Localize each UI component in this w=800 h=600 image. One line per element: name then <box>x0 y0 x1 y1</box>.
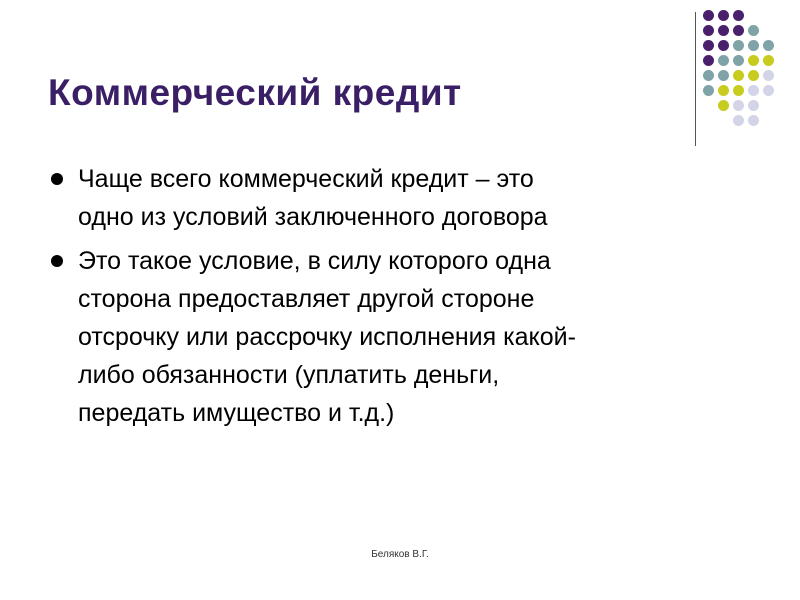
decorative-dot <box>748 115 759 126</box>
decorative-dot <box>733 115 744 126</box>
decorative-dot <box>763 40 774 51</box>
decorative-dot <box>733 55 744 66</box>
decorative-dot <box>748 70 759 81</box>
bullet-line: передать имущество и т.д.) <box>78 399 395 427</box>
decorative-dot <box>733 25 744 36</box>
decorative-dot <box>763 55 774 66</box>
bullet-line: Это такое условие, в силу которого одна <box>78 247 551 275</box>
decorative-dot <box>718 70 729 81</box>
decorative-dot <box>733 100 744 111</box>
decorative-dot <box>748 100 759 111</box>
decorative-dot <box>748 55 759 66</box>
dot-grid-decoration <box>703 10 793 130</box>
bullet-line: Чаще всего коммерческий кредит – это <box>78 165 534 193</box>
bullet-item <box>48 160 748 236</box>
bullet-dot-icon <box>51 173 63 185</box>
decorative-dot <box>718 55 729 66</box>
decorative-dot <box>718 40 729 51</box>
decorative-dot <box>763 85 774 96</box>
decorative-dot <box>703 55 714 66</box>
bullet-item <box>48 242 748 432</box>
decorative-dot <box>703 10 714 21</box>
decorative-dot <box>718 10 729 21</box>
bullet-line: одно из условий заключенного договора <box>78 203 548 231</box>
decorative-dot <box>748 25 759 36</box>
bullet-line: отсрочку или рассрочку исполнения какой- <box>78 323 576 351</box>
decorative-dot <box>733 70 744 81</box>
decorative-dot <box>718 85 729 96</box>
bullet-line: сторона предоставляет другой стороне <box>78 285 535 313</box>
decorative-dot <box>703 40 714 51</box>
decorative-dot <box>733 40 744 51</box>
slide-title: Коммерческий кредит <box>48 72 462 113</box>
decorative-dot <box>748 40 759 51</box>
decorative-dot <box>703 70 714 81</box>
decorative-dot <box>733 85 744 96</box>
decorative-dot <box>763 70 774 81</box>
decorative-dot <box>718 25 729 36</box>
vertical-divider <box>695 12 696 146</box>
bullet-list <box>48 160 748 438</box>
bullet-line: либо обязанности (уплатить деньги, <box>78 361 500 389</box>
decorative-dot <box>703 25 714 36</box>
bullet-dot-icon <box>51 255 63 267</box>
decorative-dot <box>733 10 744 21</box>
decorative-dot <box>718 100 729 111</box>
footer-author: Беляков В.Г. <box>371 549 429 560</box>
decorative-dot <box>703 85 714 96</box>
decorative-dot <box>748 85 759 96</box>
